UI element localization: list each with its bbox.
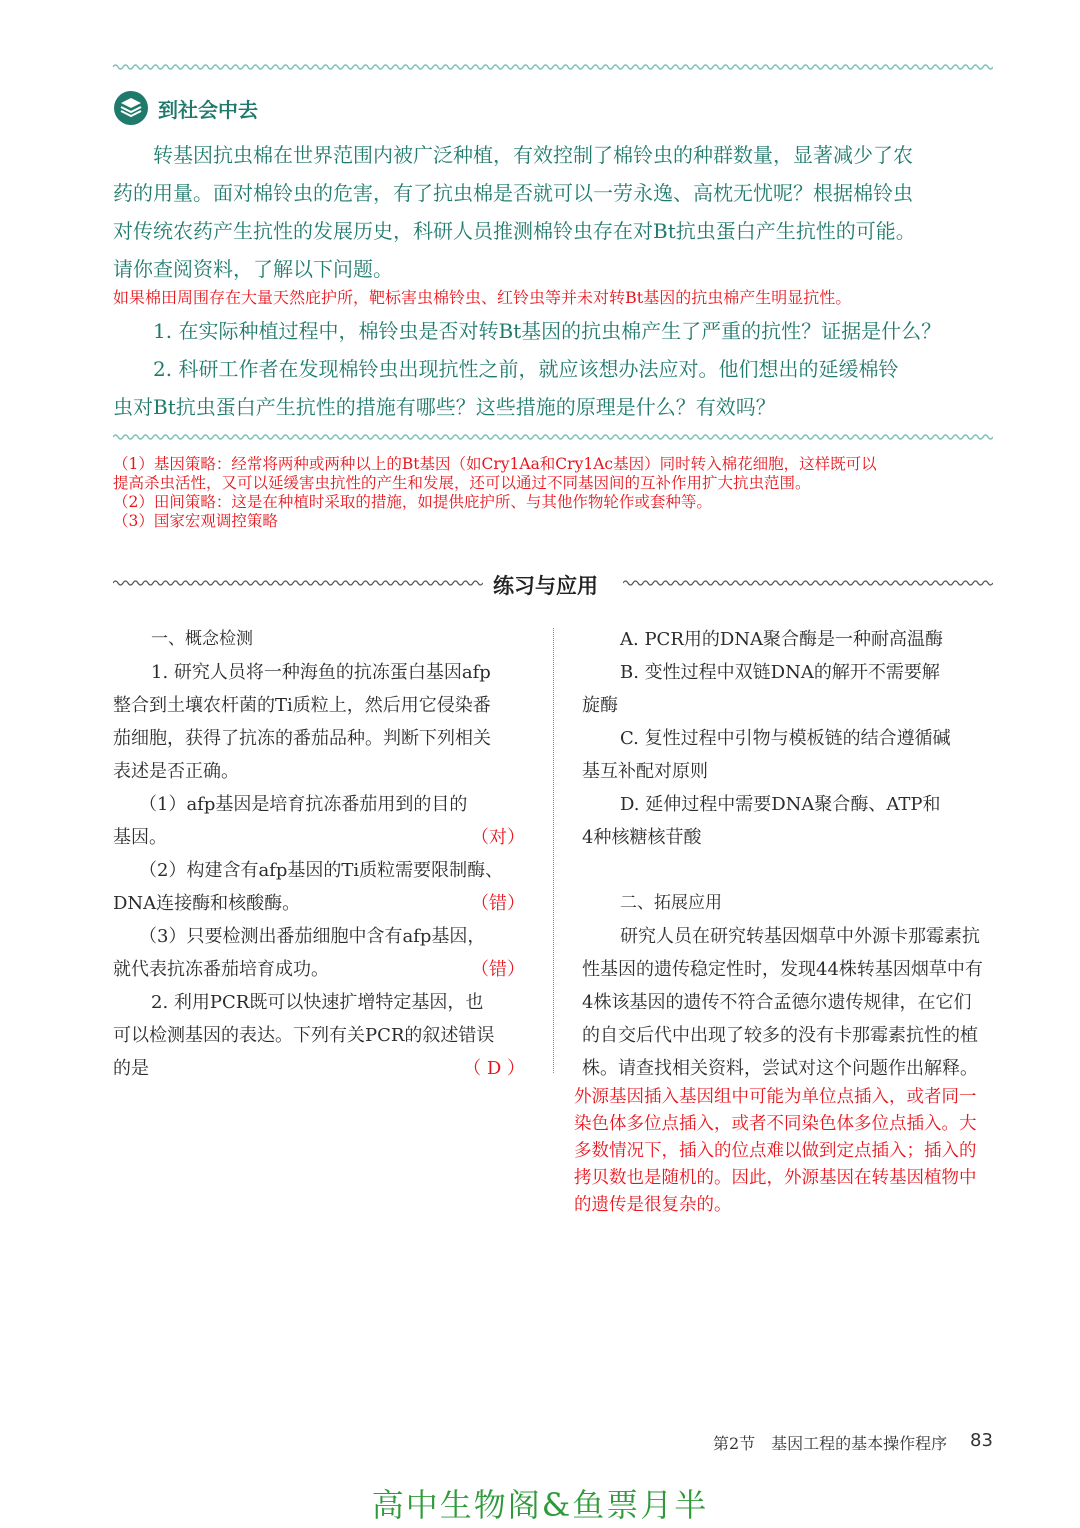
s3-line-2: [113, 953, 525, 986]
s3-line: （3）只要检测出番茄细胞中含有afp基因，: [139, 926, 486, 947]
s1-line-2: [113, 821, 525, 854]
s2-line-2: [113, 887, 525, 920]
answer-line: 染色体多位点插入，或者不同染色体多位点插入。大: [574, 1114, 977, 1134]
q1-line: 表述是否正确。: [113, 761, 239, 782]
answer-line: 多数情况下，插入的位点难以做到定点插入；插入的: [574, 1141, 977, 1161]
section-title-practice: 练习与应用: [493, 574, 598, 598]
top-wave-divider: [113, 62, 993, 72]
watermark: 高中生物阁&鱼票月半: [371, 1486, 709, 1524]
spacer: [582, 854, 994, 887]
s2-answer: （错）: [471, 893, 525, 914]
option-d-line: D. 延伸过程中需要DNA聚合酶、ATP和: [620, 794, 941, 815]
answer-line: 拷贝数也是随机的。因此，外源基因在转基因植物中: [574, 1168, 977, 1188]
ext-line: 株。请查找相关资料，尝试对这个问题作出解释。: [582, 1058, 978, 1079]
s2-line: （2）构建含有afp基因的Ti质粒需要限制酶、: [139, 860, 504, 881]
option-b-line: 旋酶: [582, 695, 618, 716]
note-line: （1）基因策略：经常将两种或两种以上的Bt基因（如Cry1Aa和Cry1Ac基因）同时转入棉花细胞，这样既可以: [113, 455, 877, 473]
s1-line: （1）afp基因是培育抗冻番茄用到的目的: [139, 794, 468, 815]
ext-line: 4株该基因的遗传不符合孟德尔遗传规律，在它们: [582, 992, 972, 1013]
answer-line: 外源基因插入基因组中可能为单位点插入，或者同一: [574, 1087, 977, 1107]
s3-answer: （错）: [471, 959, 525, 980]
q2-line-3: [113, 1052, 525, 1085]
q1-line: 1. 研究人员将一种海鱼的抗冻蛋白基因afp: [151, 662, 491, 683]
s1-answer: （对）: [471, 827, 525, 848]
q2-text: 的是: [113, 1058, 149, 1079]
s3-text: 就代表抗冻番茄培育成功。: [113, 959, 329, 980]
answer-note-2: [113, 455, 1003, 531]
practice-wave-left: [113, 578, 483, 588]
note-line: （2）田间策略：这是在种植时采取的措施，如提供庇护所、与其他作物轮作或套种等。: [113, 493, 712, 511]
q2-answer: （ D ）: [463, 1058, 525, 1079]
answer-line: 的遗传是很复杂的。: [574, 1195, 732, 1215]
ext-line: 研究人员在研究转基因烟草中外源卡那霉素抗: [620, 926, 980, 947]
para-line: 转基因抗虫棉在世界范围内被广泛种植，有效控制了棉铃虫的种群数量，显著减少了农: [153, 143, 913, 167]
column-divider: [553, 628, 554, 1073]
s2-text: DNA连接酶和核酸酶。: [113, 893, 301, 914]
option-b-line: B. 变性过程中双链DNA的解开不需要解: [620, 662, 940, 683]
section-title-social: 到社会中去: [158, 98, 258, 122]
note-line: 提高杀虫活性，又可以延缓害虫抗性的产生和发展，还可以通过不同基因间的互补作用扩大抗虫范围。: [113, 474, 811, 492]
q1-line: 整合到土壤农杆菌的Ti质粒上，然后用它侵染番: [113, 695, 491, 716]
question-2-line: 虫对Bt抗虫蛋白产生抗性的措施有哪些？这些措施的原理是什么？有效吗？: [113, 395, 776, 419]
question-2-line: 2. 科研工作者在发现棉铃虫出现抗性之前，就应该想办法应对。他们想出的延缓棉铃: [153, 357, 899, 381]
ext-line: 性基因的遗传稳定性时，发现44株转基因烟草中有: [582, 959, 983, 980]
left-column: [113, 623, 525, 1085]
page-number: 83: [970, 1430, 993, 1451]
option-a: A. PCR用的DNA聚合酶是一种耐高温酶: [620, 629, 944, 650]
question-1: 1. 在实际种植过程中，棉铃虫是否对转Bt基因的抗虫棉产生了严重的抗性？证据是什么？: [153, 319, 942, 343]
option-d-line: 4种核糖核苷酸: [582, 827, 702, 848]
extension-answer: [574, 1084, 1014, 1219]
heading-concept-check: 一、概念检测: [151, 629, 253, 649]
option-c-line: 基互补配对原则: [582, 761, 708, 782]
para-line: 对传统农药产生抗性的发展历史，科研人员推测棉铃虫存在对Bt抗虫蛋白产生抗性的可能。: [113, 219, 916, 243]
social-questions: [113, 312, 993, 426]
para-line: 药的用量。面对棉铃虫的危害，有了抗虫棉是否就可以一劳永逸、高枕无忧呢？根据棉铃虫: [113, 181, 913, 205]
heading-extension: 二、拓展应用: [620, 893, 722, 913]
footer-section: 第2节 基因工程的基本操作程序: [713, 1434, 948, 1453]
q2-line: 2. 利用PCR既可以快速扩增特定基因，也: [151, 992, 484, 1013]
q2-line: 可以检测基因的表达。下列有关PCR的叙述错误: [113, 1025, 495, 1046]
practice-wave-right: [623, 578, 993, 588]
ext-line: 的自交后代中出现了较多的没有卡那霉素抗性的植: [582, 1025, 978, 1046]
book-stack-icon: [113, 90, 149, 126]
mid-wave-divider: [113, 432, 993, 442]
social-paragraph: [113, 136, 993, 288]
para-line: 请你查阅资料，了解以下问题。: [113, 257, 393, 281]
note-line: （3）国家宏观调控策略: [113, 512, 278, 530]
option-c-line: C. 复性过程中引物与模板链的结合遵循碱: [620, 728, 951, 749]
q1-line: 茄细胞，获得了抗冻的番茄品种。判断下列相关: [113, 728, 491, 749]
right-column: [582, 623, 994, 1085]
s1-text: 基因。: [113, 827, 167, 848]
answer-note-1: 如果棉田周围存在大量天然庇护所，靶标害虫棉铃虫、红铃虫等并未对转Bt基因的抗虫棉产生明显抗性。: [113, 288, 852, 307]
